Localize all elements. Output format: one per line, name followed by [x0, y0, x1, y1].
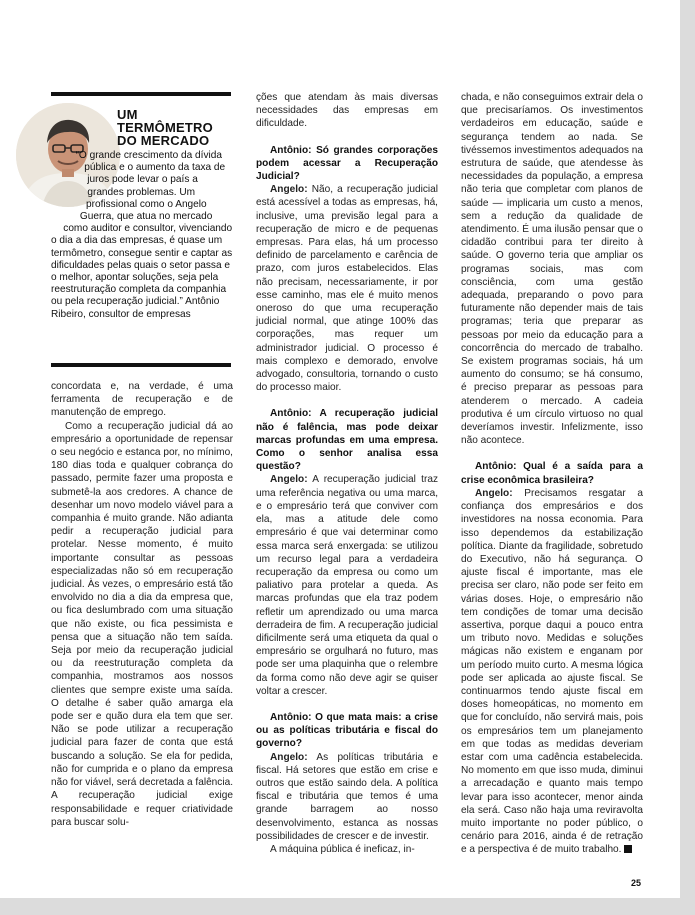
speaker-label: Angelo: — [270, 751, 308, 763]
speaker-label: Angelo: — [475, 487, 513, 499]
answer-text: A recuperação judicial traz uma referência negativa ou uma marca, e o empresário terá que conviver com ela, mas a atitude dele como empresário é que vai determinar como essa marca será enxergada: se utilizou um recurso legal para a verdadeira recuperação da empresa ou como um paliativo para protelar a queda. As marcas profundas que ela traz podem refletir um aprendizado ou uma marca derradeira de fim. A recuperação judicial dificilmente será uma etiqueta da qual o empresário se orgulhará no futuro, mas pode ser uma plaquinha que o relembre da forma como não deve agir se quiser voltar a crescer. — [256, 474, 438, 697]
column-1 — [51, 380, 233, 829]
box-top-rule — [51, 92, 231, 96]
end-of-article-mark — [624, 845, 632, 853]
box-title-line: TERMÔMETRO — [117, 120, 213, 135]
answer-paragraph — [256, 473, 438, 697]
answer-text: As políticas tributária e fiscal. Há setores que estão em crise e outros que estão saindo dela. A política fiscal e tributária que temos é uma grande barragem ao nosso desenvolvimento, estanca as nossas possibilidades de crescer e de investir. — [256, 751, 438, 842]
answer-text: Precisamos resgatar a confiança dos empresários e dos investidores na nossa economia. Para isso dependemos da estabilização política. Diante da fragilidade, sobretudo do Executivo, não há segurança. O ajuste fiscal é importante, mas ele precisa ser claro, não pode ser feito em várias doses. Hoje, o empresário não tem condições de tomar uma decisão assertiva, porque daqui a pouco entra um tributo novo. Medidas e soluções mágicas não existem e enganam por um período muito curto. A mesma lógica pode ser aplicada ao ajuste fiscal. Se continuarmos tendo ajuste fiscal em doses homeopáticas, no momento em que for concluído, não servirá mais, pois os empresários tem um planejamento em que todas as medidas deveriam estar com uma cadência estabelecida. No momento em que isso muda, diminui a arrecadação e quanto mais tempo levar para isso acontecer, menor ainda ela será. Caso não haja uma reviravolta muito importante no poder público, o cenário para 2016, ainda é de retração e a perspectiva é de muito trabalho. — [461, 487, 643, 856]
box-quote-text: “O grande crescimento da dívida pública e o aumento da taxa de juros pode levar o país a grandes problemas. Um profissional como o Angelo Guerra, que atua no mercado como auditor e consultor, vivenciando o dia a dia das empresas, é quase um termômetro, consegue sentir e captar as dificuldades pelas quais o setor passa e o melhor, apontar soluções, seja pela reestruturação completa da companhia ou pela recuperação judicial.” Antônio Ribeiro, consultor de empresas — [51, 150, 233, 320]
question-heading: Antônio: Qual é a saída para a crise econômica brasileira? — [461, 461, 643, 486]
box-title-line: UM — [117, 107, 138, 122]
answer-paragraph — [256, 751, 438, 843]
question-heading: Antônio: Só grandes corporações podem acessar a Recuperação Judicial? — [256, 144, 438, 183]
answer-paragraph — [256, 183, 438, 394]
paragraph: Como a recuperação judicial dá ao empresário a oportunidade de repensar o seu negócio e estanca por, no mínimo, 180 dias toda e qualquer cobrança do passado, permite fazer uma proposta e submetê-la aos credores. A chance de desenhar um novo modelo viável para a companhia é muito grande. Não adianta pedir a recuperação judicial para protelar. Nesse momento, é muito importante consultar as pessoas especializadas não só em recuperação judicial. Às vezes, o empresário está tão envolvido no dia a dia da empresa que, ou fica deslumbrado com uma situação que não existe, ou fica pessimista e pensa que a situação não tem saída. Seja por meio da recuperação judicial ou da reestruturação completa da companhia, mostramos aos nossos clientes que sempre existe uma saída. O detalhe é saber quão amarga ela pode ser e quão dura ela tem que ser. Não se pode utilizar a recuperação judicial para fazer de conta que está buscando a solução. Se ela for pedida, não for cumprida e o plano da empresa não for viável, será decretada a falência. A recuperação judicial exige responsabilidade e requer criatividade para buscar solu- — [51, 420, 233, 828]
question-heading: Antônio: A recuperação judicial não é falência, mas pode deixar marcas profundas em uma empresa. Como o senhor analisa essa questão? — [256, 408, 438, 473]
column-3 — [461, 91, 643, 857]
paragraph: A máquina pública é ineficaz, in- — [270, 843, 415, 855]
paragraph: chada, e não conseguimos extrair dela o que precisaríamos. Os investimentos verdadeiros em educação, saúde e segurança tendem ao nada. Se tivéssemos investimentos adequados na estrutura de saúde, que atendesse às necessidades da população, a empresa não teria que completar com planos de saúde — implicaria um custo a menos, sem a redução da qualidade de atendimento. É uma ilusão pensar que o cidadão contribui para ter direito à saúde. O governo teria que ampliar os programas sociais, mas com consciência, com uma gestão adequada, preparando o povo para futuramente não depender mais de tais programas; teria que preparar as pessoas por meio da educação para a concorrência do mercado de trabalho. Se existem programas sociais, há um aumento do consumo; se há consumo, é preciso preparar as pessoas para atenderem o mercado. A cadeia produtiva é um círculo virtuoso no qual deveríamos investir. Infelizmente, isso não acontece. — [461, 92, 643, 447]
column-2 — [256, 91, 438, 856]
box-bottom-rule — [51, 363, 231, 367]
paragraph: concordata e, na verdade, é uma ferramenta de recuperação e de manutenção de emprego. — [51, 381, 233, 419]
speaker-label: Angelo: — [270, 474, 308, 486]
question-heading: Antônio: O que mata mais: a crise ou as políticas tributária e fiscal do governo? — [256, 711, 438, 750]
answer-text: Não, a recuperação judicial está acessível a todas as empresas, há, inclusive, uma previsão legal para a recuperação de micro e de pequenas empresas. Para elas, há um processo definido de parcelamento e carência de prazo, com juros estabelecidos. Elas não precisam, necessariamente, ir por esse caminho, mas ele é muito menos oneroso do que uma recuperação judicial normal, que atinge 100% das corporações, mas requer um administrador judicial. O processo é mais complexo e demorado, envolve advogado, consultoria, tornando o custo do processo maior. — [256, 184, 438, 394]
paragraph: ções que atendam às mais diversas necessidades das empresas em dificuldade. — [256, 92, 438, 130]
box-title-line: DO MERCADO — [117, 133, 210, 148]
box-title — [117, 108, 237, 147]
page-number: 25 — [631, 878, 642, 888]
speaker-label: Angelo: — [270, 184, 308, 196]
answer-paragraph — [461, 487, 643, 857]
box-quote — [51, 150, 233, 321]
